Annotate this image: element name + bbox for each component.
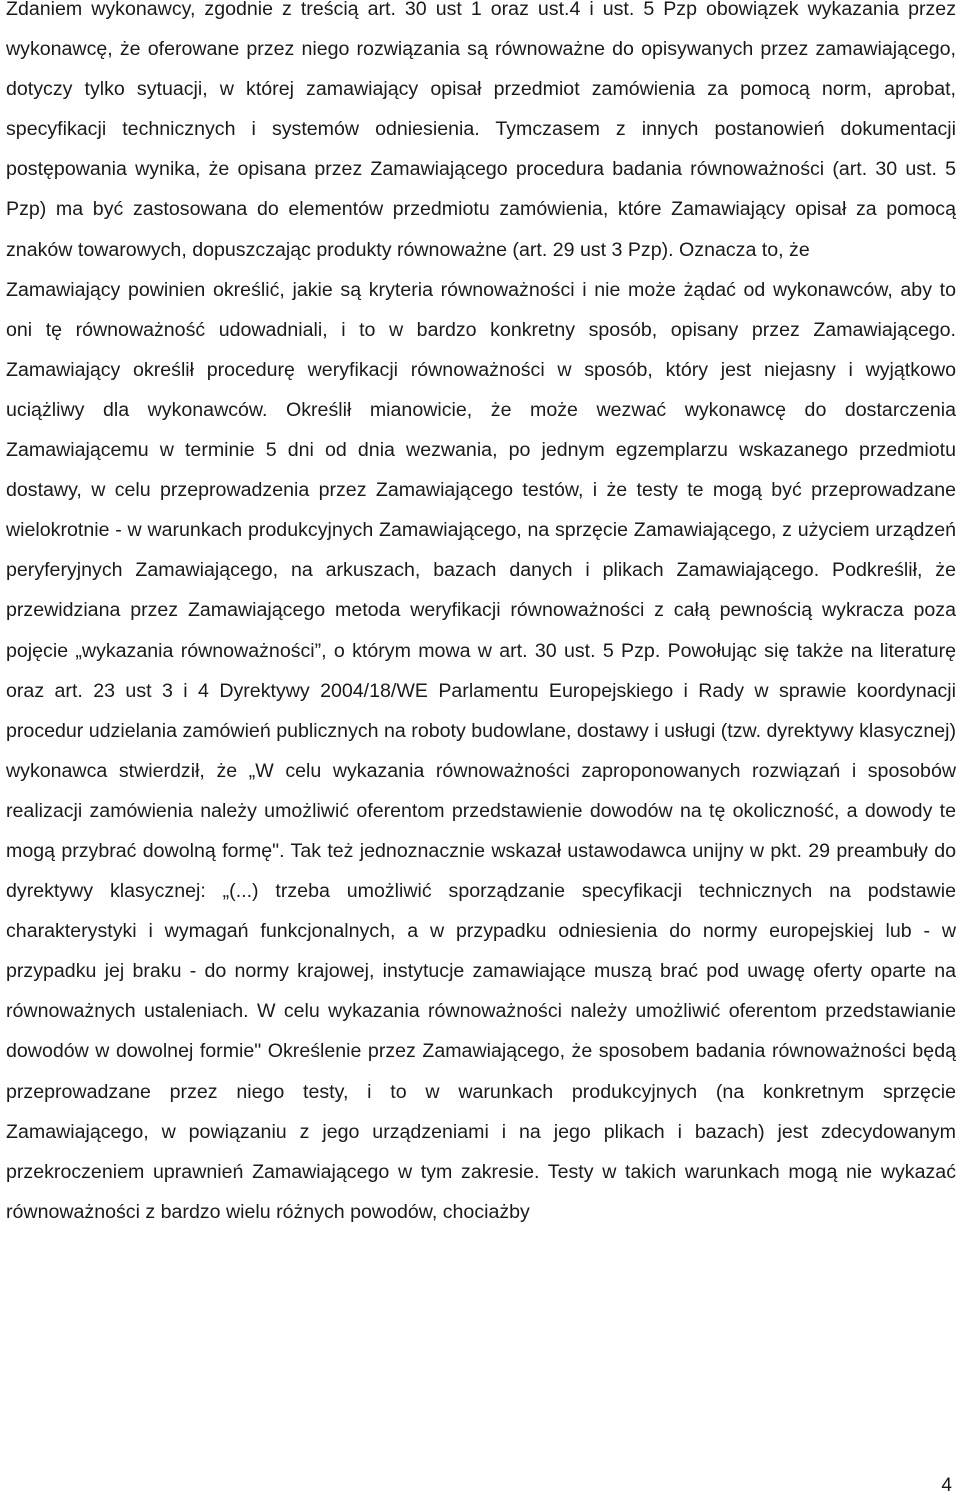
document-page: [6, 0, 956, 1509]
page-number: 4: [941, 1475, 952, 1496]
document-body: [6, 0, 956, 1232]
paragraph: Zdaniem wykonawcy, zgodnie z treścią art. 30 ust 1 oraz ust.4 i ust. 5 Pzp obowiązek wykazania przez wykonawcę, że oferowane przez niego rozwiązania są równoważne do opisywanych przez zamawiającego, dotyczy tylko sytuacji, w której zamawiający opisał przedmiot zamówienia za pomocą norm, aprobat, specyfikacji technicznych i systemów odniesienia. Tymczasem z innych postanowień dokumentacji postępowania wynika, że opisana przez Zamawiającego procedura badania równoważności (art. 30 ust. 5 Pzp) ma być zastosowana do elementów przedmiotu zamówienia, które Zamawiający opisał za pomocą znaków towarowych, dopuszczając produkty równoważne (art. 29 ust 3 Pzp). Oznacza to, że: [6, 0, 956, 261]
paragraph: Zamawiający powinien określić, jakie są kryteria równoważności i nie może żądać od wykonawców, aby to oni tę równoważność udowadniali, i to w bardzo konkretny sposób, opisany przez Zamawiającego. Zamawiający określił procedurę weryfikacji równoważności w sposób, który jest niejasny i wyjątkowo uciążliwy dla wykonawców. Określił mianowicie, że może wezwać wykonawcę do dostarczenia Zamawiającemu w terminie 5 dni od dnia wezwania, po jednym egzemplarzu wskazanego przedmiotu dostawy, w celu przeprowadzenia przez Zamawiającego testów, i że testy te mogą być przeprowadzane wielokrotnie - w warunkach produkcyjnych Zamawiającego, na sprzęcie Zamawiającego, z użyciem urządzeń peryferyjnych Zamawiającego, na arkuszach, bazach danych i plikach Zamawiającego. Podkreślił, że przewidziana przez Zamawiającego metoda weryfikacji równoważności z całą pewnością wykracza poza pojęcie „wykazania równoważności”, o którym mowa w art. 30 ust. 5 Pzp. Powołując się także na literaturę oraz art. 23 ust 3 i 4 Dyrektywy 2004/18/WE Parlamentu Europejskiego i Rady w sprawie koordynacji procedur udzielania zamówień publicznych na roboty budowlane, dostawy i usługi (tzw. dyrektywy klasycznej) wykonawca stwierdził, że „W celu wykazania równoważności zaproponowanych rozwiązań i sposobów realizacji zamówienia należy umożliwić oferentom przedstawienie dowodów na tę okoliczność, a dowody te mogą przybrać dowolną formę". Tak też jednoznacznie wskazał ustawodawca unijny w pkt. 29 preambuły do dyrektywy klasycznej: „(...) trzeba umożliwić sporządzanie specyfikacji technicznych na podstawie charakterystyki i wymagań funkcjonalnych, a w przypadku odniesienia do normy europejskiej lub - w przypadku jej braku - do normy krajowej, instytucje zamawiające muszą brać pod uwagę oferty oparte na równoważnych ustaleniach. W celu wykazania równoważności należy umożliwić oferentom przedstawianie dowodów w dowolnej formie" Określenie przez Zamawiającego, że sposobem badania równoważności będą przeprowadzane przez niego testy, i to w warunkach produkcyjnych (na konkretnym sprzęcie Zamawiającego, w powiązaniu z jego urządzeniami i na jego plikach i bazach) jest zdecydowanym przekroczeniem uprawnień Zamawiającego w tym zakresie. Testy w takich warunkach mogą nie wykazać równoważności z bardzo wielu różnych powodów, chociażby: [6, 278, 956, 1223]
